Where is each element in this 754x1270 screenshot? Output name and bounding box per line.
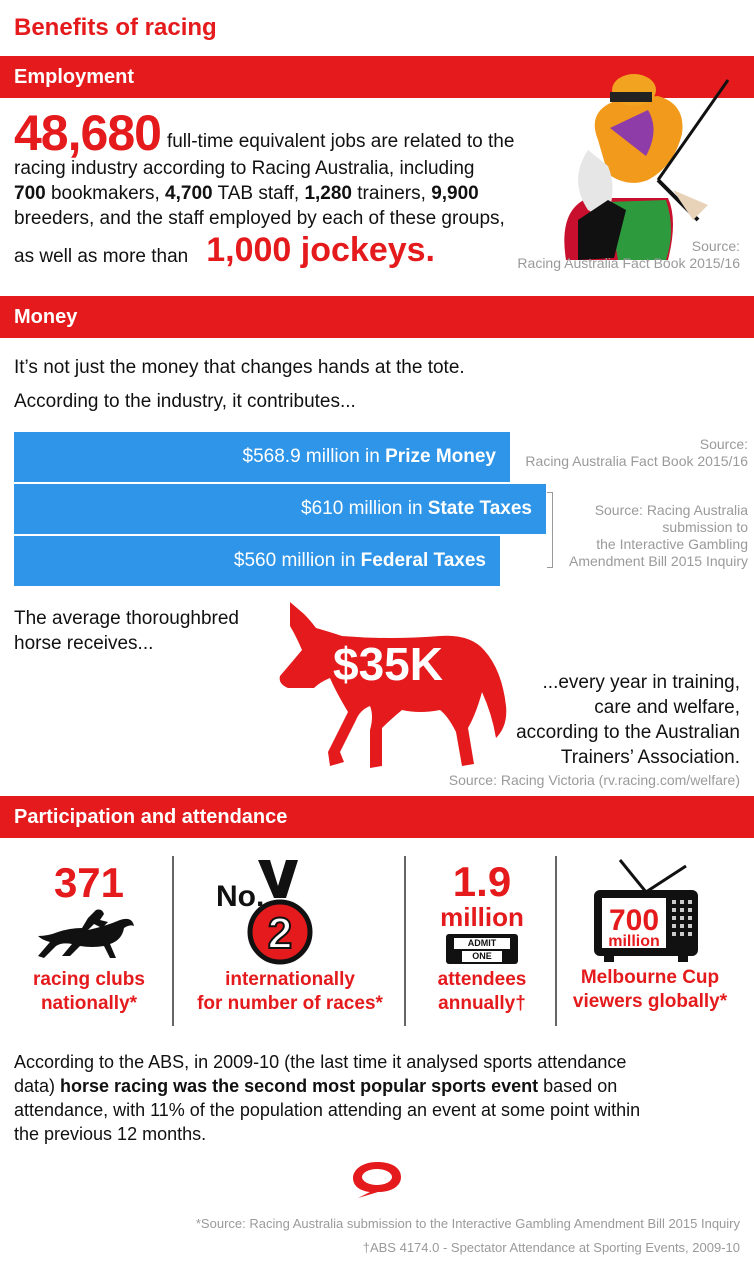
abs-line2-a: data) [14, 1076, 61, 1096]
employment-line3 [14, 181, 554, 206]
bar-federal-taxes-label: Federal Taxes [360, 550, 486, 571]
horse-desc-line3: according to the Australian [516, 722, 740, 743]
trainers-count: 1,280 [304, 183, 352, 204]
divider-3 [555, 856, 557, 1026]
stat-ranking-label1: internationally [225, 969, 355, 990]
bar-federal-taxes [14, 536, 500, 586]
abs-line2-c: based on [538, 1076, 618, 1096]
divider-1 [172, 856, 174, 1026]
tab-staff-count: 4,700 [165, 183, 213, 204]
stat-ranking-label [180, 968, 400, 1016]
abs-line2-bold: horse racing was the second most popular sports event [60, 1076, 539, 1096]
horse-description [516, 670, 740, 770]
stat-attendees-label2: annually† [438, 993, 526, 1014]
ticket-admit: ADMIT [454, 938, 510, 949]
horse-intro-line2: horse receives... [14, 633, 154, 654]
horse-desc-line4: Trainers’ Association. [560, 747, 740, 768]
abs-line2 [14, 1074, 744, 1098]
jobs-number: 48,680 [14, 105, 161, 161]
money-source-1-label: Source: [699, 436, 748, 452]
stat-attendees-sub: million [440, 902, 524, 932]
employment-source-text: Racing Australia Fact Book 2015/16 [517, 255, 740, 271]
bar-state-taxes [14, 484, 546, 534]
money-intro-2: According to the industry, it contributes... [14, 391, 356, 412]
stat-attendees-label1: attendees [437, 969, 527, 990]
money-source-1-text: Racing Australia Fact Book 2015/16 [525, 453, 748, 469]
racehorse-icon [36, 906, 136, 962]
bar-prize-money-prefix: $568.9 million in [242, 446, 386, 467]
medal-number: 2 [267, 909, 293, 958]
divider-2 [404, 856, 406, 1026]
footnote-1: *Source: Racing Australia submission to the Interactive Gambling Amendment Bill 2015 Inquiry [195, 1216, 740, 1231]
horse-intro-line1: The average thoroughbred [14, 608, 239, 629]
stat-racing-clubs [14, 860, 164, 906]
stat-attendees-label [414, 968, 550, 1016]
horse-illustration [270, 596, 510, 778]
medal-prefix: No. [216, 880, 265, 913]
bar-state-taxes-label: State Taxes [427, 498, 532, 519]
employment-line1: full-time equivalent jobs are related to the [166, 131, 515, 152]
employment-line5: as well as more than [14, 246, 189, 267]
tv-sub: million [608, 933, 660, 950]
money-source-2-line3: the Interactive Gambling [596, 536, 748, 552]
horse-desc-line1: ...every year in training, [542, 672, 740, 693]
abs-paragraph [14, 1050, 744, 1146]
tv-value: 700 [608, 904, 660, 937]
stat-ranking-label2: for number of races* [197, 993, 383, 1014]
trainers-label: trainers, [352, 183, 432, 204]
money-source-2-line1: Source: Racing Australia [594, 502, 748, 518]
horse-amount: $35K [333, 638, 443, 690]
bookmakers-label: bookmakers, [45, 183, 166, 204]
medal-icon [212, 858, 342, 968]
stat-attendees [414, 860, 550, 930]
stat-attendees-value: 1.9 [452, 858, 512, 905]
stat-viewers-label1: Melbourne Cup [580, 967, 720, 988]
stat-racing-clubs-label2: nationally* [40, 993, 138, 1014]
tv-icon [590, 858, 702, 962]
bar-state-taxes-prefix: $610 million in [301, 498, 428, 519]
jockeys-count: 1,000 jockeys. [206, 231, 435, 269]
money-source-2-line2: submission to [662, 519, 748, 535]
ticket-one: ONE [462, 951, 502, 962]
bar-prize-money [14, 432, 510, 482]
money-source-2 [548, 502, 748, 570]
abs-line1: According to the ABS, in 2009-10 (the last time it analysed sports attendance [14, 1052, 627, 1072]
money-heading: Money [0, 296, 754, 338]
bookmakers-count: 700 [14, 183, 46, 204]
participation-heading: Participation and attendance [0, 796, 754, 838]
stat-viewers-label [560, 966, 740, 1014]
money-source-2-line4: Amendment Bill 2015 Inquiry [569, 553, 748, 569]
stat-viewers-label2: viewers globally* [572, 991, 728, 1012]
employment-line4: breeders, and the staff employed by each of these groups, [14, 208, 505, 229]
breeders-count: 9,900 [431, 183, 479, 204]
money-intro-1: It’s not just the money that changes hands at the tote. [14, 357, 465, 378]
page-title: Benefits of racing [14, 14, 217, 41]
employment-source [460, 238, 740, 272]
stat-racing-clubs-value: 371 [53, 859, 125, 906]
footnote-2: †ABS 4174.0 - Spectator Attendance at Sporting Events, 2009-10 [362, 1240, 740, 1255]
stat-racing-clubs-label [14, 968, 164, 1016]
employment-heading: Employment [0, 56, 754, 98]
tab-staff-label: TAB staff, [212, 183, 305, 204]
horse-desc-line2: care and welfare, [594, 697, 740, 718]
money-source-1 [488, 436, 748, 470]
stat-racing-clubs-label1: racing clubs [33, 969, 145, 990]
bar-prize-money-label: Prize Money [385, 446, 496, 467]
ticket-icon [446, 934, 518, 964]
employment-line2: racing industry according to Racing Australia, including [14, 158, 475, 179]
horse-source: Source: Racing Victoria (rv.racing.com/welfare) [448, 772, 740, 788]
bar-federal-taxes-prefix: $560 million in [233, 550, 361, 571]
abs-line4: the previous 12 months. [14, 1124, 207, 1144]
employment-source-label: Source: [691, 238, 740, 254]
horse-intro [14, 606, 239, 656]
abs-line3: attendance, with 11% of the population attending an event at some point within [14, 1100, 641, 1120]
logo-icon [350, 1160, 404, 1200]
